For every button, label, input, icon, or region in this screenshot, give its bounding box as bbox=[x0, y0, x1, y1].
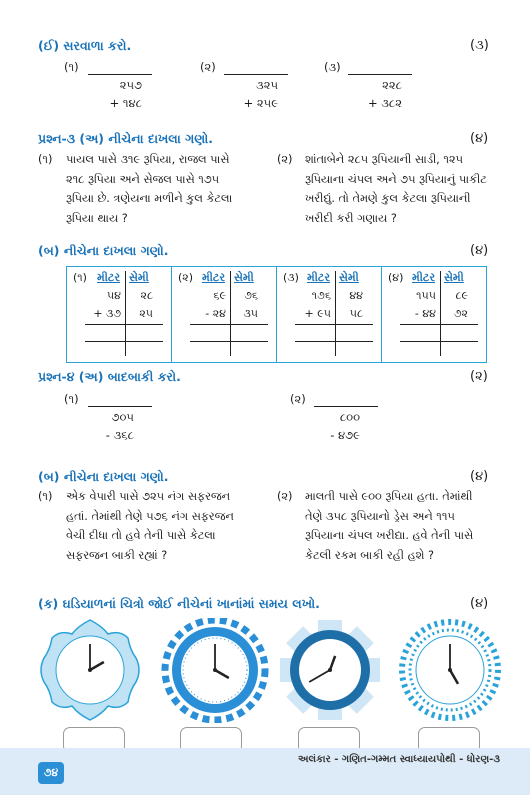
column-divider bbox=[440, 271, 441, 356]
text-line: રૂપિયા છે. ત્રણેયના મળીને કુલ કેટલા bbox=[66, 192, 233, 205]
cell-label: (૩) bbox=[283, 271, 299, 284]
page-number: ૭૪ bbox=[38, 762, 64, 784]
q3a-problem-2 bbox=[305, 150, 505, 228]
q3a-p1-label: (૧) bbox=[38, 153, 53, 166]
problem-label: (૩) bbox=[324, 60, 341, 74]
subtraction-problem-2 bbox=[290, 392, 380, 442]
q3a-problem-1 bbox=[66, 150, 266, 228]
meter-header: મીટર bbox=[307, 271, 331, 284]
addition-problem-3 bbox=[324, 60, 414, 110]
meter-value: ૧૭૬ bbox=[311, 289, 331, 302]
meter-value: ૬૯ bbox=[213, 289, 226, 302]
meter-header: મીટર bbox=[412, 271, 436, 284]
cm-value: ૪૪ bbox=[349, 289, 363, 302]
problem-label: (૧) bbox=[64, 392, 79, 406]
top-number: ૨૨૮ bbox=[382, 78, 402, 92]
cell-label: (૨) bbox=[178, 271, 194, 284]
q3a-marks: (૪) bbox=[470, 131, 489, 146]
text-line: ૨૧૮ રૂપિયા અને સેજલ પાસે ૧૭૫ bbox=[66, 172, 220, 186]
sum-line bbox=[190, 341, 268, 342]
sum-line bbox=[400, 341, 478, 342]
top-number: ૩૨૫ bbox=[256, 78, 278, 92]
top-number: ૨૫૭ bbox=[119, 78, 142, 92]
addition-problem-2 bbox=[200, 60, 290, 110]
top-number: ૭૦૫ bbox=[111, 410, 134, 424]
table-cell-4 bbox=[382, 267, 486, 362]
addition-problem-1 bbox=[64, 60, 154, 110]
q3a-heading: પ્રશ્ન-૩ (અ) નીચેના દાખલા ગણો. bbox=[38, 131, 214, 146]
underline bbox=[88, 74, 152, 75]
flower-clock bbox=[41, 620, 139, 720]
underline bbox=[314, 406, 378, 407]
sum-line bbox=[295, 324, 373, 325]
text-line: સફરજન બાકી રહ્યાં ? bbox=[66, 548, 168, 562]
q3b-heading: (બ) નીચેના દાખલા ગણો. bbox=[38, 243, 169, 258]
page-footer bbox=[0, 748, 530, 795]
q4b-marks: (૪) bbox=[470, 469, 489, 484]
problem-label: (૨) bbox=[290, 392, 306, 406]
cm-header: સેમી bbox=[234, 271, 254, 284]
sum-line bbox=[190, 324, 268, 325]
q4a-heading: પ્રશ્ન-૪ (અ) બાદબાકી કરો. bbox=[38, 369, 181, 384]
q4b-p2-label: (૨) bbox=[277, 490, 293, 503]
bottom-number: - ૩૬૮ bbox=[105, 428, 134, 442]
meter-value: ૫૪ bbox=[106, 289, 121, 302]
meter-value: - ૨૪ bbox=[205, 307, 226, 320]
column-divider bbox=[125, 271, 126, 356]
problem-label: (૨) bbox=[200, 60, 216, 74]
cm-value: ૭૨ bbox=[453, 307, 468, 320]
column-divider bbox=[230, 271, 231, 356]
text-line: વેચી દીધા તો હવે તેની પાસે કેટલા bbox=[66, 529, 216, 542]
text-line: કેટલી રકમ બાકી રહી હશે ? bbox=[305, 548, 434, 562]
q4b-heading: (બ) નીચેના દાખલા ગણો. bbox=[38, 469, 169, 484]
text-line: રૂપિયા થાય ? bbox=[66, 211, 128, 225]
meter-header: મીટર bbox=[202, 271, 226, 284]
bottom-number: + ૧૪૮ bbox=[109, 96, 142, 110]
cm-header: સેમી bbox=[339, 271, 359, 284]
clock-center bbox=[448, 668, 452, 672]
cm-value: ૮૯ bbox=[455, 289, 468, 302]
sum-line bbox=[295, 341, 373, 342]
meter-value: ૧૫૫ bbox=[416, 289, 436, 302]
underline bbox=[224, 74, 288, 75]
table-cell-2 bbox=[172, 267, 277, 362]
meter-value: + ૩૭ bbox=[93, 307, 121, 320]
cm-header: સેમી bbox=[129, 271, 149, 284]
section-e-heading: (ઈ) સરવાળા કરો. bbox=[38, 38, 132, 53]
sum-line bbox=[85, 324, 163, 325]
table-cell-1 bbox=[67, 267, 172, 362]
cm-value: ૨૮ bbox=[140, 289, 153, 302]
text-line: ખરીદ્યું. તો તેમણે કુલ કેટલા રૂપિયાની bbox=[305, 192, 471, 205]
footer-text: અલંકાર - ગણિત-ગમ્મત સ્વાધ્યાયપોથી - ધોરણ-૩ bbox=[298, 754, 500, 765]
q3a-p2-label: (૨) bbox=[277, 153, 293, 166]
text-line: પાયલ પાસે ૩૧૯ રૂપિયા, રાજલ પાસે bbox=[66, 153, 230, 166]
clock-center bbox=[328, 668, 332, 672]
text-line: માલતી પાસે ૯૦૦ રૂપિયા હતા. તેમાંથી bbox=[305, 490, 473, 503]
clock-center bbox=[213, 668, 217, 672]
q4b-problem-2 bbox=[305, 487, 510, 565]
text-line: એક વેપારી પાસે ૭૨૫ નંગ સફરજન bbox=[66, 490, 231, 503]
q4k-marks: (૪) bbox=[470, 596, 489, 611]
q4b-problem-1 bbox=[66, 487, 266, 565]
cm-value: ૫૮ bbox=[349, 307, 363, 320]
meter-value: + ૯૫ bbox=[304, 307, 331, 320]
clocks-strip bbox=[30, 618, 510, 723]
text-line: રૂપિયાના ચંપલ ખરીદ્યા. હવે તેની પાસે bbox=[305, 529, 474, 542]
subtraction-problem-1 bbox=[64, 392, 154, 442]
cm-value: ૭૬ bbox=[244, 289, 258, 302]
cm-value: ૩૫ bbox=[243, 307, 258, 320]
bottom-number: - ૪૭૯ bbox=[330, 428, 360, 442]
text-line: ખરીદી કરી ગણાય ? bbox=[305, 211, 397, 225]
underline bbox=[88, 406, 152, 407]
text-line: રૂપિયાના ચંપલ અને ૭૫ રૂપિયાનું પાકીટ bbox=[305, 172, 487, 186]
sum-line bbox=[400, 324, 478, 325]
bottom-number: + ૨૫૯ bbox=[243, 96, 278, 110]
table-cell-3 bbox=[277, 267, 382, 362]
cm-value: ૨૫ bbox=[139, 307, 153, 320]
square-gear-clock bbox=[280, 620, 380, 720]
sun-clock bbox=[402, 622, 498, 718]
meter-header: મીટર bbox=[97, 271, 121, 284]
gear-clock bbox=[165, 620, 265, 720]
sum-line bbox=[85, 341, 163, 342]
problem-label: (૧) bbox=[64, 60, 79, 74]
q4k-heading: (ક) ઘડિયાળનાં ચિત્રો જોઈ નીચેનાં ખાનાંમાં સમય લખો. bbox=[38, 596, 320, 611]
meter-cm-table bbox=[66, 266, 487, 363]
underline bbox=[348, 74, 412, 75]
top-number: ૮૦૦ bbox=[339, 410, 360, 424]
cell-label: (૪) bbox=[388, 271, 404, 284]
text-line: તેણે ૩૫૮ રૂપિયાનો ડ્રેસ અને ૧૧૫ bbox=[305, 509, 455, 523]
column-divider bbox=[335, 271, 336, 356]
q4a-marks: (૨) bbox=[470, 369, 488, 384]
meter-value: - ૪૪ bbox=[414, 307, 436, 320]
q3b-marks: (૪) bbox=[470, 243, 489, 258]
bottom-number: + ૩૮૨ bbox=[367, 96, 402, 110]
text-line: શાંતાબેને ૨૮૫ રૂપિયાની સાડી, ૧૨૫ bbox=[305, 153, 463, 166]
section-e-marks: (૩) bbox=[470, 38, 489, 53]
text-line: હતાં. તેમાંથી તેણે ૫૭૬ નંગ સફરજન bbox=[66, 509, 234, 523]
q4b-p1-label: (૧) bbox=[38, 490, 53, 503]
cm-header: સેમી bbox=[444, 271, 464, 284]
clock-center bbox=[88, 668, 92, 672]
cell-label: (૧) bbox=[73, 271, 87, 284]
